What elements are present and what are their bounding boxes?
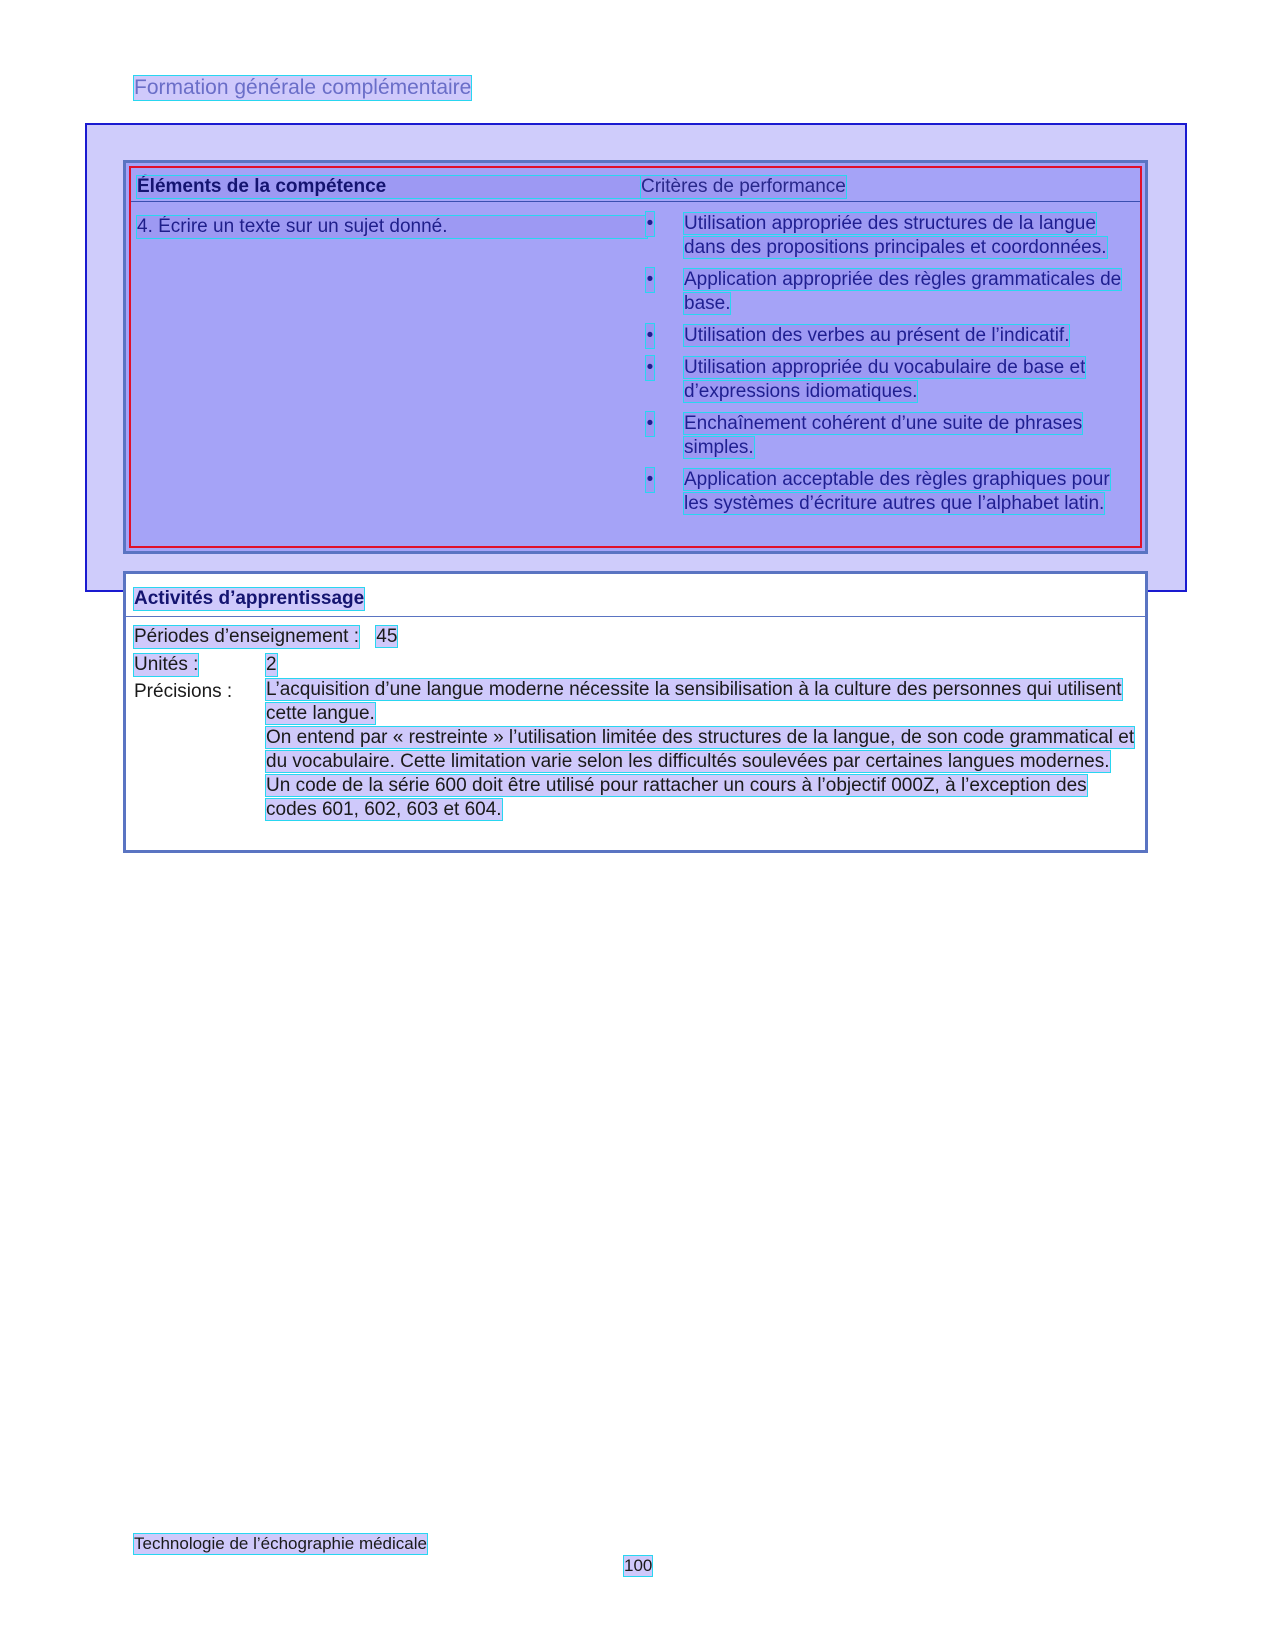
precision-paragraph: L’acquisition d’une langue moderne nécessite la sensibilisation à la culture des personnes qui utilisent cette langue.	[266, 679, 1122, 724]
competence-table	[123, 160, 1148, 554]
bullet-icon: •	[646, 357, 654, 378]
precision-paragraph: On entend par « restreinte » l’utilisation limitée des structures de la langue, de son code grammatical et du vocabulaire. Cette limitation varie selon les difficultés soulevées par certaines langues modernes.	[266, 727, 1135, 772]
competence-header-row	[131, 168, 1140, 202]
activities-table	[123, 571, 1148, 853]
precisions-label: Précisions :	[134, 681, 233, 702]
bullet-icon: •	[646, 469, 654, 490]
precision-paragraph: Un code de la série 600 doit être utilisé pour rattacher un cours à l’objectif 000Z, à l’exception des codes 601, 602, 603 et 604.	[266, 775, 1087, 820]
bullet-icon: •	[646, 413, 654, 434]
criteria-item: • Enchaînement cohérent d’une suite de phrases simples.	[646, 413, 1083, 458]
footer-title: Technologie de l’échographie médicale	[134, 1534, 427, 1553]
periodes-value: 45	[376, 626, 398, 647]
page-number: 100	[624, 1556, 653, 1575]
periodes-label: Périodes d’enseignement :	[134, 626, 359, 647]
criteria-list	[646, 212, 1136, 524]
activities-divider	[126, 616, 1145, 617]
criteria-item: • Application acceptable des règles graphiques pour les systèmes d’écriture autres que l’alphabet latin.	[646, 469, 1110, 514]
unites-value: 2	[266, 654, 277, 675]
periodes-row	[134, 626, 397, 648]
precisions-row	[134, 681, 232, 703]
criteria-item: • Application appropriée des règles grammaticales de base.	[646, 269, 1122, 314]
competence-table-inner	[129, 166, 1142, 548]
page-header-title: Formation générale complémentaire	[134, 76, 472, 99]
col-header-elements: Éléments de la compétence	[137, 176, 659, 198]
col-header-criteres: Critères de performance	[641, 176, 846, 197]
precisions-text	[266, 678, 1136, 822]
criteria-item: • Utilisation appropriée des structures de la langue dans des propositions principales et coordonnées.	[646, 213, 1107, 258]
bullet-icon: •	[646, 213, 654, 234]
criteria-item: • Utilisation appropriée du vocabulaire de base et d’expressions idiomatiques.	[646, 357, 1086, 402]
activities-title: Activités d’apprentissage	[134, 588, 365, 609]
bullet-icon: •	[646, 269, 654, 290]
unites-label: Unités :	[134, 654, 199, 675]
unites-row	[134, 654, 277, 676]
bullet-icon: •	[646, 325, 654, 346]
criteria-item: • Utilisation des verbes au présent de l’indicatif.	[646, 325, 1070, 346]
competence-element: 4. Écrire un texte sur un sujet donné.	[137, 216, 647, 238]
